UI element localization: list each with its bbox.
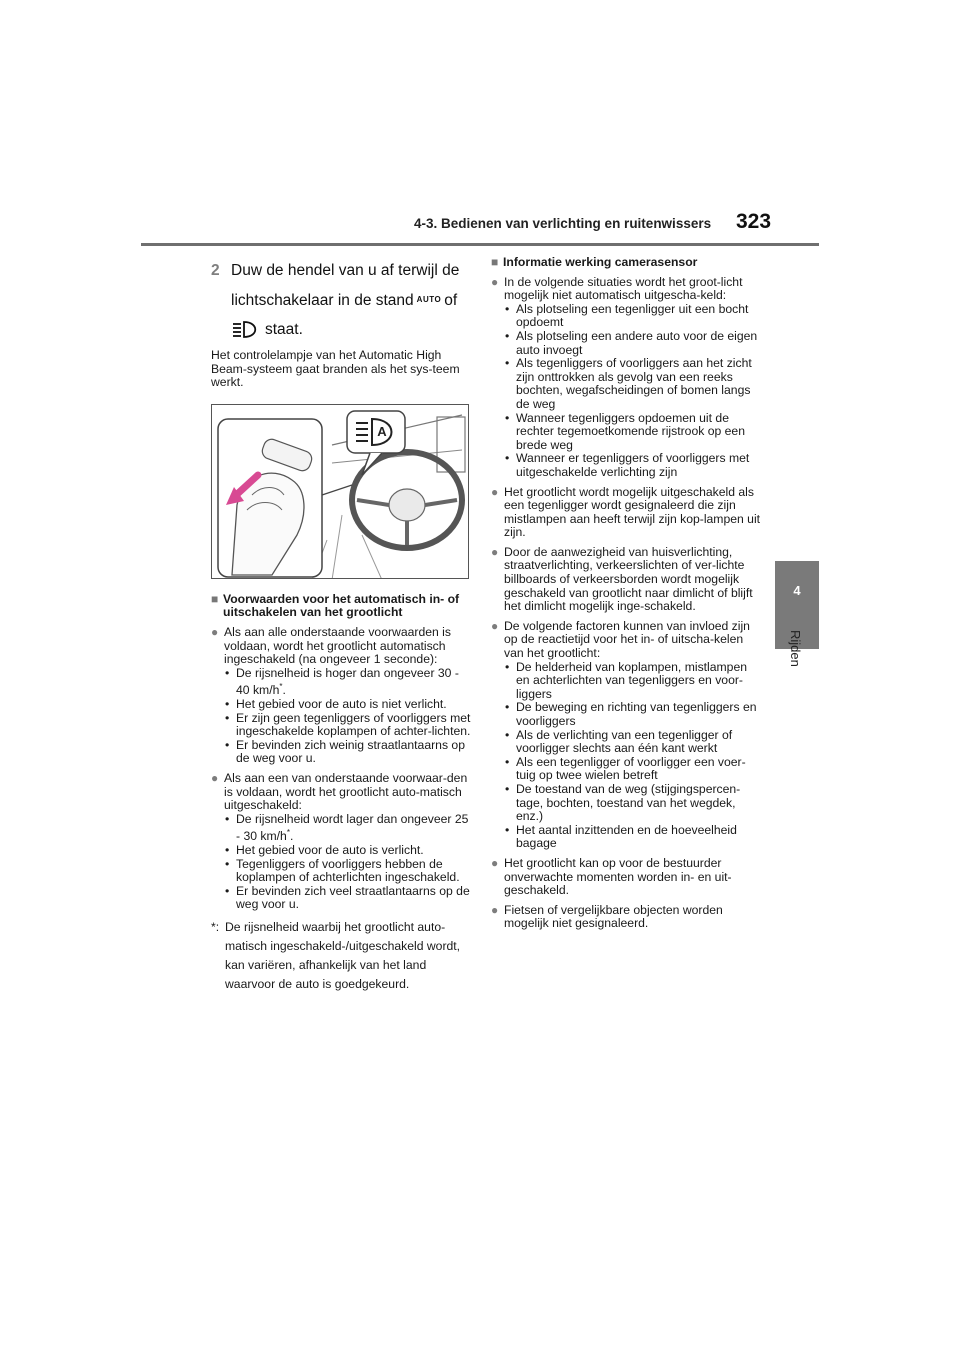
camera-block-4-intro: De volgende factoren kunnen van invloed zijn op de reactietijd voor het in- of uitscha-kelen van het grootlicht:	[504, 618, 750, 661]
auto-symbol: AUTO	[416, 295, 442, 304]
step-text-part3: staat.	[265, 321, 303, 338]
camera-heading-text: Informatie werking camerasensor	[503, 255, 698, 269]
camera-block-3-text: Door de aanwezigheid van huisverlichting, straatverlichting, verkeerslichten of ver-lichte billboards of verkeersborden wordt mogelijk geschakeld van grootlicht naar dimlicht of blijft het dimlicht mogelijk inge-schakeld.	[504, 544, 753, 614]
camera-block-6	[491, 904, 761, 931]
list-item: • Tegenliggers of voorliggers hebben de koplampen of achterlichten ingeschakeld.	[224, 858, 471, 885]
chapter-label-wrap	[781, 630, 811, 674]
list-item: • De beweging en richting van tegenliggers en voorliggers	[504, 701, 761, 728]
left-column	[211, 256, 471, 994]
circle-bullet-icon: ●	[211, 624, 219, 639]
list-item: • Als plotseling een andere auto voor de eigen auto invoegt	[504, 330, 761, 357]
footnote-mark: *:	[211, 919, 220, 934]
conditions-heading-text: Voorwaarden voor het automatisch in- of uitschakelen van het grootlicht	[223, 591, 460, 620]
list-item: • Het gebied voor de auto is niet verlicht.	[224, 698, 471, 712]
circle-bullet-icon: ●	[491, 484, 499, 499]
list-item: • Er bevinden zich veel straatlantaarns op de weg voor u.	[224, 885, 471, 912]
chapter-number: 4	[793, 583, 801, 598]
section-header: 4-3. Bedienen van verlichting en ruitenwissers	[414, 216, 712, 231]
circle-bullet-icon: ●	[491, 618, 499, 633]
footnote	[211, 918, 471, 994]
list-item: • Er zijn geen tegenliggers of voorliggers met ingeschakelde koplampen of achter-lichten.	[224, 712, 471, 739]
step-text-part2: of	[444, 292, 458, 309]
circle-bullet-icon: ●	[491, 855, 499, 870]
square-bullet-icon: ■	[491, 255, 499, 269]
list-item: • Het aantal inzittenden en de hoeveelheid bagage	[504, 824, 761, 851]
step-text-part1: Duw de hendel van u af terwijl de lichtschakelaar in de stand	[231, 262, 460, 309]
list-item: • De toestand van de weg (stijgingspercen-tage, bochten, toestand van het wegdek, enz.)	[504, 783, 761, 824]
camera-block-5	[491, 857, 761, 898]
circle-bullet-icon: ●	[491, 274, 499, 289]
indicator-note: Het controlelampje van het Automatic High Beam-systeem gaat branden als het sys-teem werkt.	[211, 348, 460, 390]
condition-off-intro: Als aan een van onderstaande voorwaar-den is voldaan, wordt het grootlicht auto-matisch uitgeschakeld:	[224, 770, 468, 813]
list-item: • De helderheid van koplampen, mistlampen en achterlichten van tegenliggers en voor-liggers	[504, 661, 761, 702]
camera-block-6-text: Fietsen of vergelijkbare objecten worden mogelijk niet gesignaleerd.	[504, 902, 723, 931]
camera-block-2-text: Het grootlicht wordt mogelijk uitgeschakeld als een tegenligger wordt gesignaleerd die zijn mistlampen aan heeft terwijl zijn kop-lampen uit zijn.	[504, 484, 761, 540]
camera-block-2	[491, 486, 761, 540]
svg-text:A: A	[377, 423, 387, 439]
list-item: • Als tegenliggers of voorliggers aan het zicht zijn onttrokken als gevolg van een reeks bochten, wegafscheidingen of bomen langs de weg	[504, 357, 761, 411]
lever-illustration	[211, 404, 469, 579]
circle-bullet-icon: ●	[491, 544, 499, 559]
auto-high-beam-icon	[231, 320, 261, 338]
step-2	[211, 256, 471, 344]
list-item: • Als een tegenligger of voorligger een voer-tuig op twee wielen betreft	[504, 756, 761, 783]
list-item: • Er bevinden zich weinig straatlantaarns op de weg voor u.	[224, 739, 471, 766]
condition-block-off	[211, 772, 471, 912]
steering-column-illustration	[212, 405, 469, 579]
list-item: • Het gebied voor de auto is verlicht.	[224, 844, 471, 858]
list-item: • Als plotseling een tegenligger uit een bocht opdoemt	[504, 303, 761, 330]
conditions-heading	[211, 593, 471, 620]
step-number: 2	[211, 262, 220, 279]
page-number: 323	[736, 210, 772, 233]
list-item: • De rijsnelheid is hoger dan ongeveer 30 - 40 km/h*.	[224, 667, 471, 698]
list-item: • Als de verlichting van een tegenligger of voorligger slechts aan één kant werkt	[504, 729, 761, 756]
camera-heading	[491, 256, 761, 270]
list-item: • Wanneer er tegenliggers of voorliggers met uitgeschakelde verlichting zijn	[504, 452, 761, 479]
right-column	[491, 256, 761, 931]
chapter-label: Rijden	[788, 630, 803, 667]
footnote-text: De rijsnelheid waarbij het grootlicht auto-matisch ingeschakeld-/uitgeschakeld wordt, kan variëren, afhankelijk van het land waarvoor de auto is goedgekeurd.	[225, 919, 461, 991]
camera-block-4	[491, 620, 761, 851]
header-divider	[141, 243, 819, 246]
step-text	[231, 256, 471, 344]
camera-block-3	[491, 546, 761, 614]
circle-bullet-icon: ●	[211, 770, 219, 785]
condition-block-on	[211, 626, 471, 766]
circle-bullet-icon: ●	[491, 902, 499, 917]
camera-block-5-text: Het grootlicht kan op voor de bestuurder onverwachte momenten worden in- en uit-geschakeld.	[504, 855, 732, 898]
square-bullet-icon: ■	[211, 591, 219, 606]
list-item: • Wanneer tegenliggers opdoemen uit de rechter tegemoetkomende rijstrook op een brede weg	[504, 412, 761, 453]
camera-block-1	[491, 276, 761, 480]
camera-block-1-intro: In de volgende situaties wordt het groot-licht mogelijk niet automatisch uitgescha-keld:	[504, 274, 743, 303]
list-item: • De rijsnelheid wordt lager dan ongeveer 25 - 30 km/h*.	[224, 813, 471, 844]
condition-on-intro: Als aan alle onderstaande voorwaarden is voldaan, wordt het grootlicht automatisch ingeschakeld (na ongeveer 1 seconde):	[224, 624, 451, 667]
